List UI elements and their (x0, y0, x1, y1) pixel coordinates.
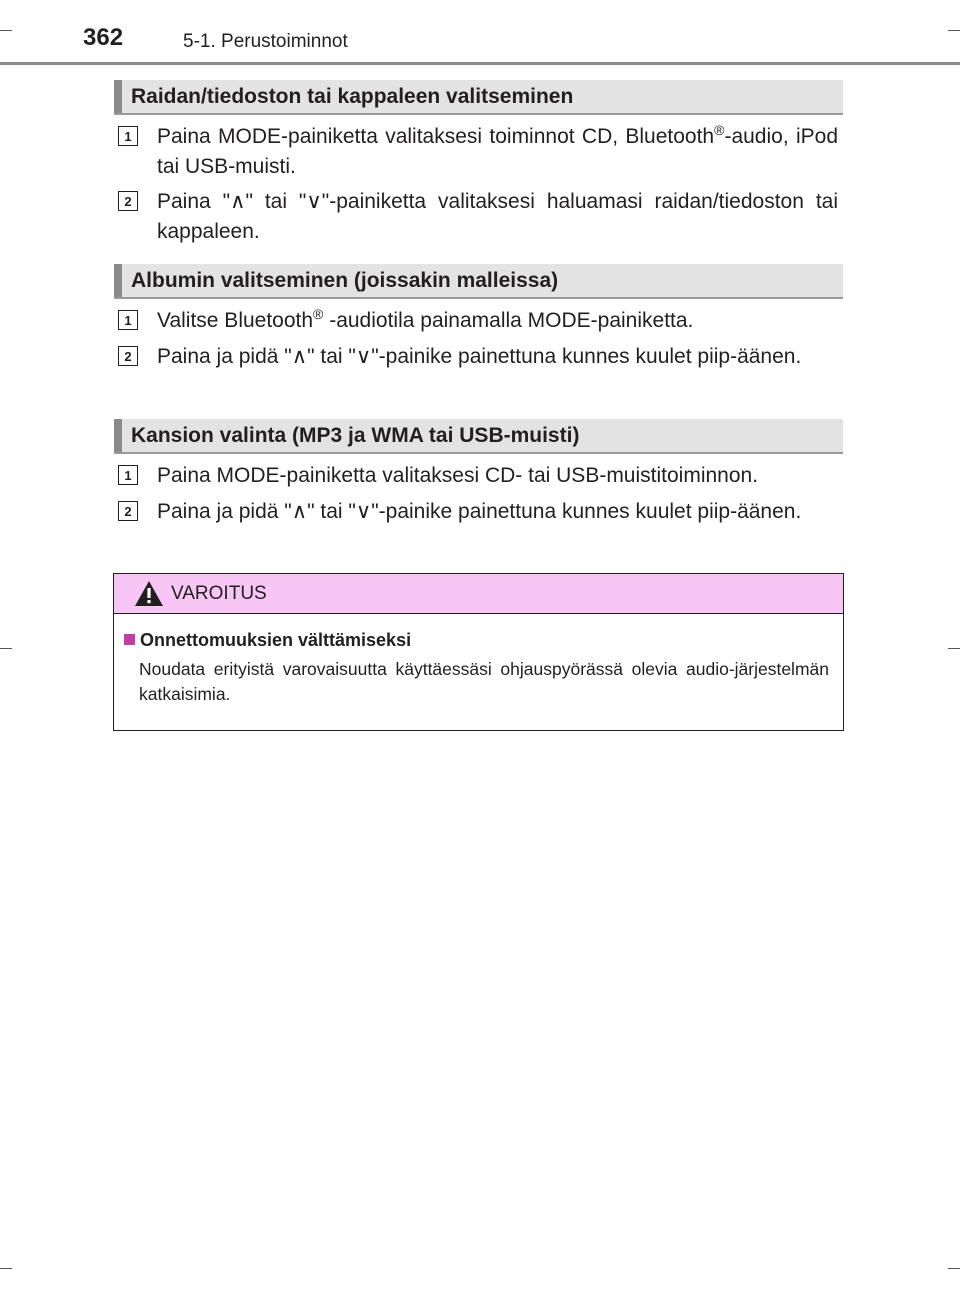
section-label: 5-1. Perustoiminnot (183, 31, 348, 52)
step-text: Paina ja pidä "∧" tai "∨"-painike painettuna kunnes kuulet piip-äänen. (157, 345, 802, 368)
section-heading (114, 419, 843, 454)
crop-mark (0, 1268, 12, 1269)
step-item (118, 306, 838, 336)
step-item (118, 342, 838, 372)
step-number: 1 (118, 126, 138, 146)
step-number: 1 (118, 465, 138, 485)
crop-mark (0, 30, 12, 31)
step-text: Paina ja pidä "∧" tai "∨"-painike painettuna kunnes kuulet piip-äänen. (157, 500, 802, 523)
registered-mark: ® (313, 306, 324, 322)
warning-triangle-icon (134, 580, 164, 607)
section-heading-text: Kansion valinta (MP3 ja WMA tai USB-muisti) (131, 424, 580, 447)
step-text: Paina MODE-painiketta valitaksesi toiminnot CD, Bluetooth®-audio, iPod tai USB-muisti. (157, 122, 838, 178)
section-heading (114, 80, 843, 115)
header-rule (0, 62, 960, 65)
heading-bar (114, 264, 122, 297)
crop-mark (948, 1268, 960, 1269)
step-text: Paina MODE-painiketta valitaksesi CD- tai USB-muistitoiminnon. (157, 464, 759, 487)
warning-subheading: Onnettomuuksien välttämiseksi (124, 630, 411, 651)
step-number: 2 (118, 346, 138, 366)
step-item (118, 187, 838, 247)
crop-mark (0, 648, 12, 649)
square-bullet-icon (124, 634, 135, 645)
step-text: Paina "∧" tai "∨"-painiketta valitaksesi haluamasi raidan/tiedoston tai kappaleen. (157, 190, 838, 243)
page-number: 362 (83, 24, 124, 51)
warning-box (113, 573, 844, 731)
step-number: 1 (118, 310, 138, 330)
crop-mark (948, 30, 960, 31)
step-number: 2 (118, 191, 138, 211)
section-heading-text: Raidan/tiedoston tai kappaleen valitseminen (131, 85, 574, 108)
warning-header (114, 574, 843, 614)
section-heading (114, 264, 843, 299)
section-heading-text: Albumin valitseminen (joissakin malleissa) (131, 269, 559, 292)
step-item (118, 497, 838, 527)
heading-bar (114, 419, 122, 452)
step-number: 2 (118, 501, 138, 521)
step-item (118, 122, 838, 182)
step-text: Valitse Bluetooth® -audiotila painamalla MODE-painiketta. (157, 306, 694, 332)
crop-mark (948, 648, 960, 649)
warning-body: Noudata erityistä varovaisuutta käyttäessäsi ohjauspyörässä olevia audio-järjestelmän katkaisimia. (139, 659, 829, 704)
step-item (118, 461, 838, 491)
warning-title: VAROITUS (171, 583, 267, 604)
heading-bar (114, 80, 122, 113)
registered-mark: ® (714, 122, 725, 138)
